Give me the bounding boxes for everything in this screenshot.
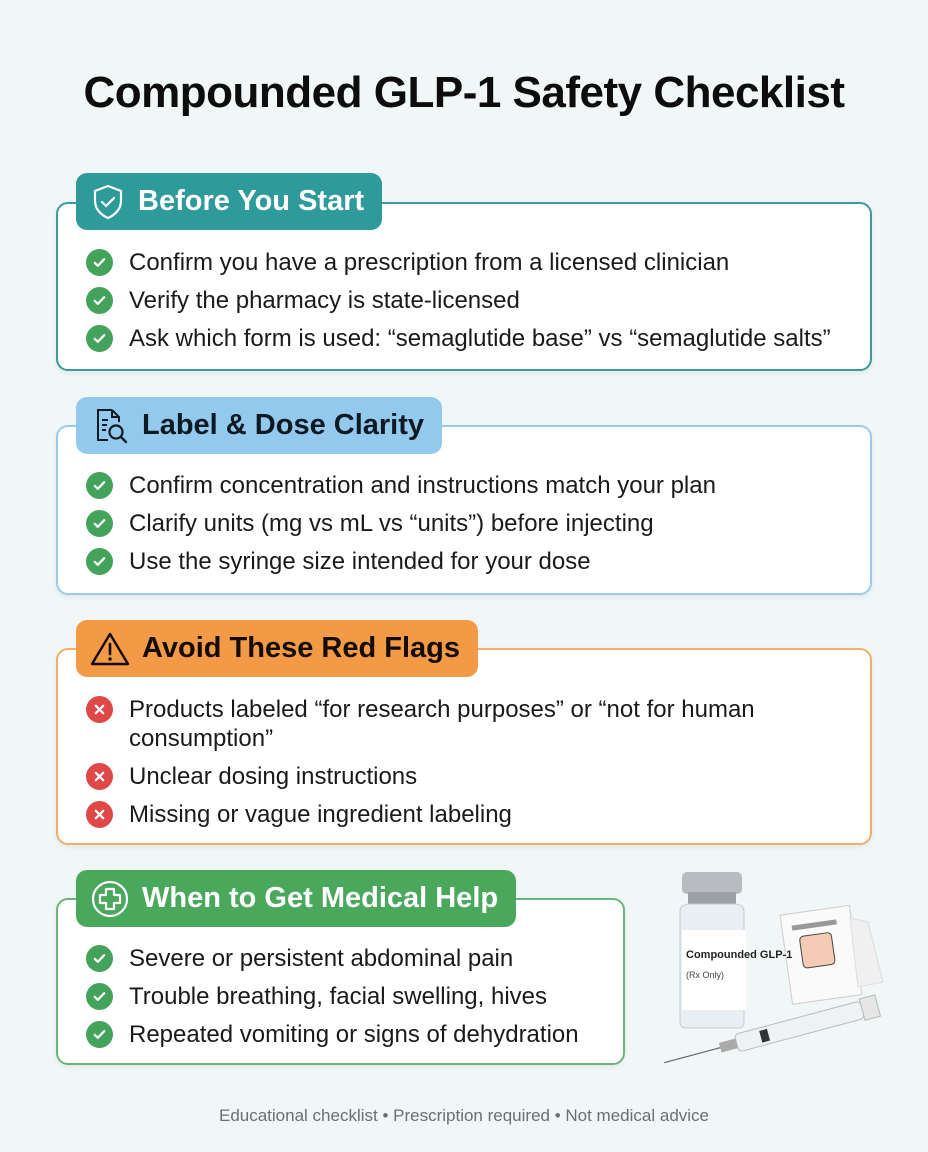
section-heading: When to Get Medical Help <box>142 882 499 914</box>
item-text: Confirm concentration and instructions match your plan <box>129 472 716 499</box>
item-text: Verify the pharmacy is state-licensed <box>129 287 520 314</box>
item-text: Use the syringe size intended for your dose <box>129 548 591 575</box>
page-title: Compounded GLP-1 Safety Checklist <box>83 68 845 117</box>
item-text: Missing or vague ingredient labeling <box>129 801 512 828</box>
list-item <box>86 944 603 973</box>
warning-icon <box>90 631 130 667</box>
list-item <box>86 762 850 791</box>
item-text: Severe or persistent abdominal pain <box>129 945 514 972</box>
list-item <box>86 547 850 576</box>
section-red-flags <box>56 648 872 845</box>
check-icon <box>86 287 113 314</box>
footer-disclaimer: Educational checklist • Prescription required • Not medical advice <box>218 1106 710 1125</box>
list-item <box>86 695 850 753</box>
check-icon <box>86 325 113 352</box>
list-item <box>86 324 850 353</box>
list-item <box>86 286 850 315</box>
section-heading: Avoid These Red Flags <box>142 632 460 664</box>
section-badge <box>76 620 478 677</box>
check-icon <box>86 1021 113 1048</box>
section-badge <box>76 870 516 927</box>
x-icon <box>86 696 113 723</box>
item-text: Confirm you have a prescription from a licensed clinician <box>129 249 730 276</box>
list-item <box>86 509 850 538</box>
list-item <box>86 800 850 829</box>
section-badge <box>76 397 442 454</box>
shield-check-icon <box>90 183 126 221</box>
section-heading: Label & Dose Clarity <box>142 409 425 441</box>
x-icon <box>86 801 113 828</box>
item-text: Unclear dosing instructions <box>129 763 418 790</box>
list-item <box>86 248 850 277</box>
medical-cross-icon <box>90 879 130 919</box>
item-text: Clarify units (mg vs mL vs “units”) before injecting <box>129 510 654 537</box>
check-icon <box>86 510 113 537</box>
vial-sublabel: (Rx Only) <box>686 970 724 980</box>
list-item <box>86 982 603 1011</box>
check-icon <box>86 472 113 499</box>
item-text: Trouble breathing, facial swelling, hives <box>129 983 547 1010</box>
item-text: Repeated vomiting or signs of dehydration <box>129 1021 579 1048</box>
x-icon <box>86 763 113 790</box>
check-icon <box>86 945 113 972</box>
vial-syringe-illustration <box>640 860 900 1080</box>
vial-label: Compounded GLP-1 <box>686 949 793 961</box>
list-item <box>86 1020 603 1049</box>
list-item <box>86 471 850 500</box>
item-text: Ask which form is used: “semaglutide base” vs “semaglutide salts” <box>129 325 831 352</box>
item-text: Products labeled “for research purposes” or “not for human consumption” <box>129 696 755 752</box>
check-icon <box>86 548 113 575</box>
check-icon <box>86 249 113 276</box>
section-badge <box>76 173 382 230</box>
check-icon <box>86 983 113 1010</box>
document-search-icon <box>90 406 130 446</box>
section-heading: Before You Start <box>138 185 365 217</box>
